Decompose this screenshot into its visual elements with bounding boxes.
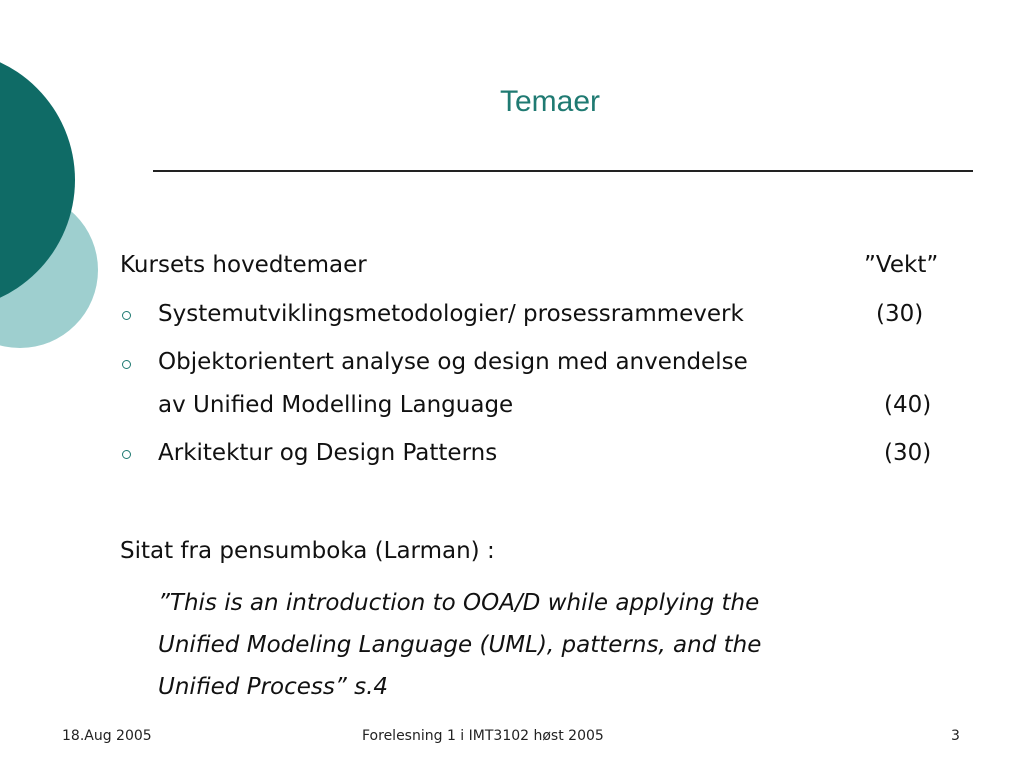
topic-1-text: Systemutviklingsmetodologier/ prosessrammeverk (158, 301, 744, 327)
quote-block (158, 582, 761, 708)
bullet-icon (122, 311, 131, 320)
quote-line-1: ”This is an introduction to OOA/D while applying the (158, 590, 760, 616)
slide-title: Temaer (499, 85, 601, 118)
quote-line-2: Unified Modeling Language (UML), patterns, and the (158, 632, 762, 658)
topics-heading: Kursets hovedtemaer (120, 252, 367, 278)
quote-intro: Sitat fra pensumboka (Larman) : (120, 538, 495, 564)
weight-heading: ”Vekt” (864, 252, 939, 278)
topic-1-weight: (30) (876, 301, 924, 327)
topic-2-text-line2: av Unified Modelling Language (158, 392, 514, 418)
topic-2-text: Objektorientert analyse og design med anvendelse (158, 349, 748, 375)
quote-line-3: Unified Process” s.4 (158, 674, 389, 700)
topic-3-text: Arkitektur og Design Patterns (158, 440, 498, 466)
topic-2-weight: (40) (884, 392, 932, 418)
footer-center: Forelesning 1 i IMT3102 høst 2005 (362, 728, 604, 744)
bullet-icon (122, 360, 131, 369)
footer-page-number: 3 (951, 728, 960, 744)
title-divider (153, 170, 973, 172)
decorative-circles (0, 0, 110, 420)
topic-3-weight: (30) (884, 440, 932, 466)
footer-date: 18.Aug 2005 (62, 728, 152, 744)
bullet-icon (122, 450, 131, 459)
